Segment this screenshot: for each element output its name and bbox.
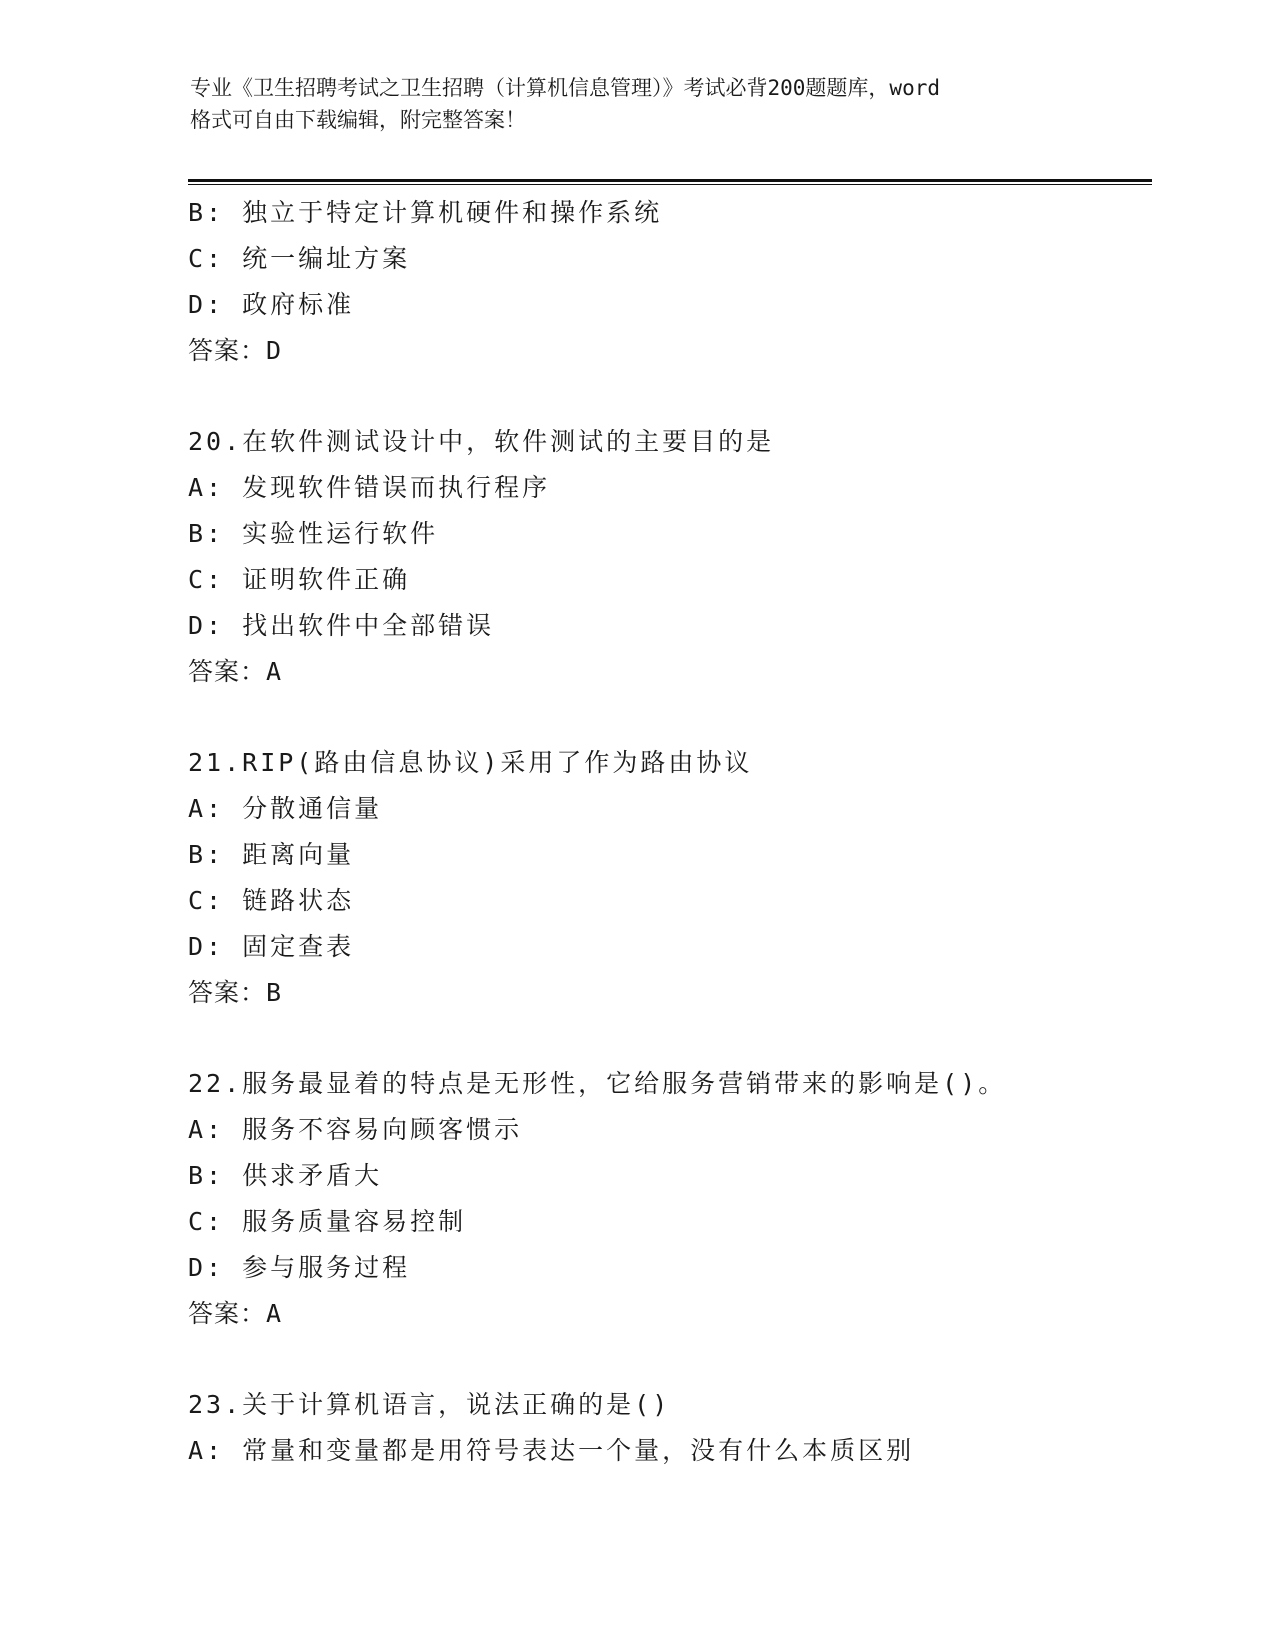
option-c: C: 证明软件正确 xyxy=(188,565,411,594)
answer-line: 答案：B xyxy=(188,978,283,1007)
answer-line: 答案：D xyxy=(188,336,283,365)
question-list xyxy=(188,190,1152,1474)
block-spacer xyxy=(188,374,1152,419)
option-d: D: 找出软件中全部错误 xyxy=(188,611,495,640)
option-c: C: 链路状态 xyxy=(188,886,355,915)
question-text: 23.关于计算机语言，说法正确的是() xyxy=(188,1390,671,1419)
answer-line: 答案：A xyxy=(188,1299,283,1328)
option-a: A: 常量和变量都是用符号表达一个量，没有什么本质区别 xyxy=(188,1436,915,1465)
block-spacer xyxy=(188,1016,1152,1061)
header-line-2: 格式可自由下载编辑，附完整答案！ xyxy=(190,108,526,132)
option-a: A: 发现软件错误而执行程序 xyxy=(188,473,551,502)
header-line-1: 专业《卫生招聘考试之卫生招聘（计算机信息管理）》考试必背200题题库，word xyxy=(190,76,940,100)
question-text: 20.在软件测试设计中，软件测试的主要目的是 xyxy=(188,427,775,456)
question-block xyxy=(188,1061,1152,1337)
option-d: D: 政府标准 xyxy=(188,290,355,319)
option-c: C: 服务质量容易控制 xyxy=(188,1207,467,1236)
option-c: C: 统一编址方案 xyxy=(188,244,411,273)
question-block xyxy=(188,190,1152,374)
option-a: A: 服务不容易向顾客惯示 xyxy=(188,1115,523,1144)
option-b: B: 实验性运行软件 xyxy=(188,519,439,548)
option-a: A: 分散通信量 xyxy=(188,794,383,823)
question-text: 22.服务最显着的特点是无形性，它给服务营销带来的影响是()。 xyxy=(188,1069,1007,1098)
option-d: D: 参与服务过程 xyxy=(188,1253,411,1282)
answer-line: 答案：A xyxy=(188,657,283,686)
option-d: D: 固定查表 xyxy=(188,932,355,961)
document-header xyxy=(190,72,1100,136)
question-block xyxy=(188,1382,1152,1474)
option-b: B: 供求矛盾大 xyxy=(188,1161,383,1190)
block-spacer xyxy=(188,1337,1152,1382)
question-block xyxy=(188,419,1152,695)
header-divider-thick xyxy=(188,179,1152,182)
block-spacer xyxy=(188,695,1152,740)
header-divider-thin xyxy=(188,184,1152,185)
option-b: B: 距离向量 xyxy=(188,840,355,869)
question-text: 21.RIP(路由信息协议)采用了作为路由协议 xyxy=(188,748,753,777)
option-b: B: 独立于特定计算机硬件和操作系统 xyxy=(188,198,663,227)
question-block xyxy=(188,740,1152,1016)
